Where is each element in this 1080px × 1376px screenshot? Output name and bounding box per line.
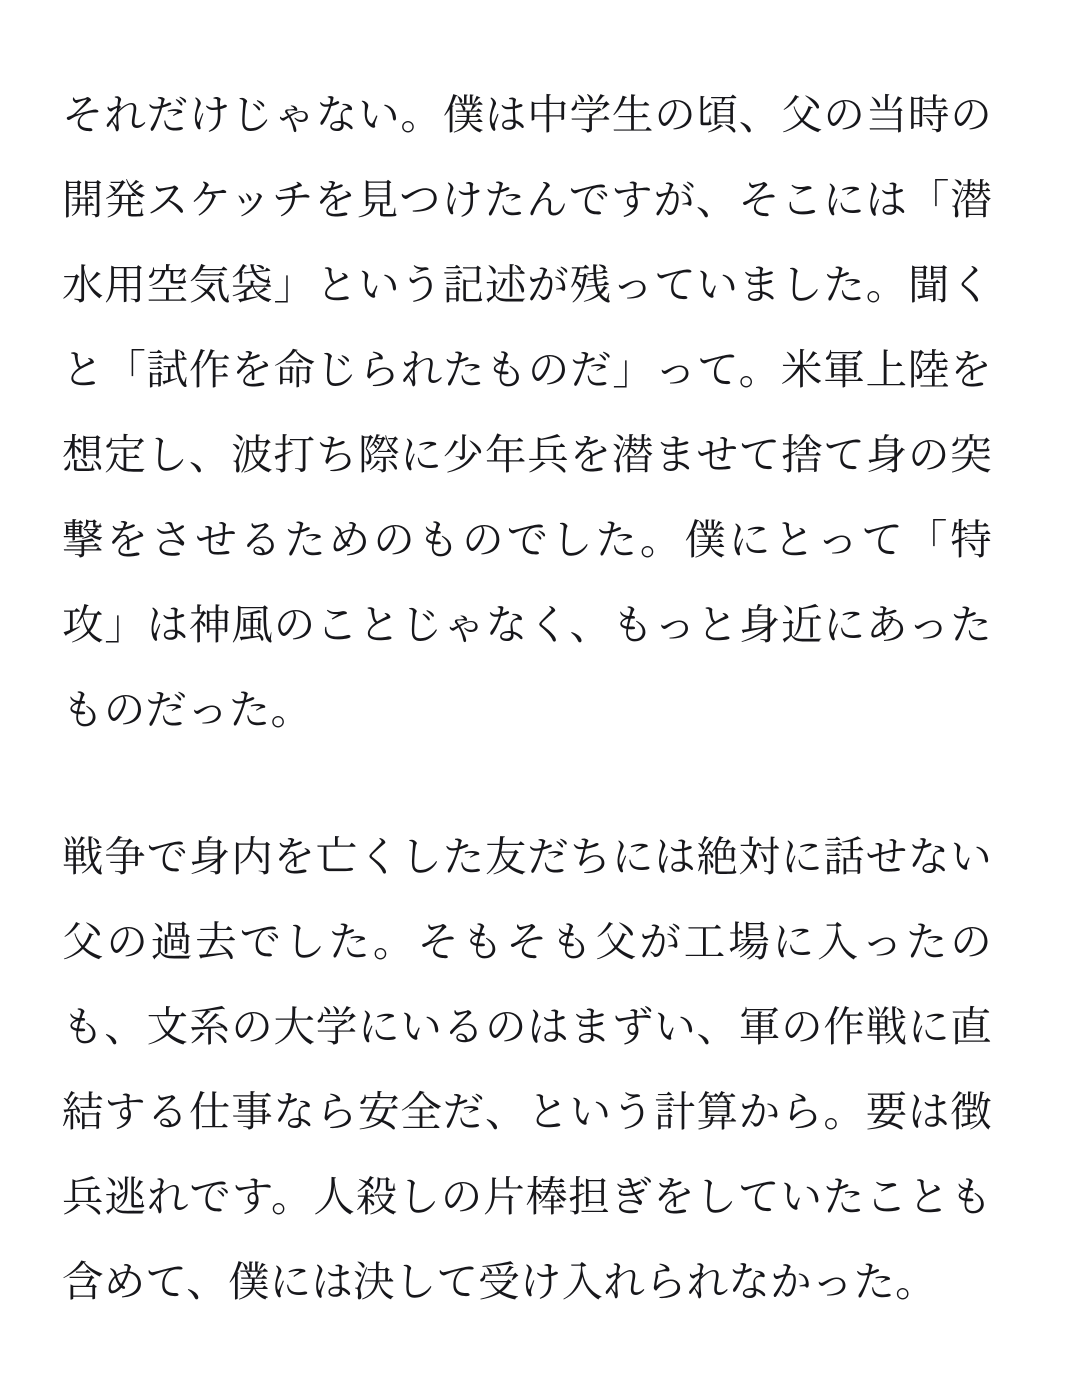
paragraph-1: それだけじゃない。僕は中学生の頃、父の当時の開発スケッチを見つけたんですが、そこには「潜水用空気袋」という記述が残っていました。聞くと「試作を命じられたものだ」って。米軍上陸を想定し、波打ち際に少年兵を潜ませて捨て身の突撃をさせるためのものでした。僕にとって「特攻」は神風のことじゃなく、もっと身近にあったものだった。 — [62, 90, 992, 734]
paragraph-2: 戦争で身内を亡くした友だちには絶対に話せない父の過去でした。そもそも父が工場に入ったのも、文系の大学にいるのはまずい、軍の作戦に直結する仕事なら安全だ、という計算から。要は徴兵逃れです。人殺しの片棒担ぎをしていたことも含めて、僕には決して受け入れられなかった。 — [62, 832, 992, 1306]
article-body — [62, 72, 992, 1324]
